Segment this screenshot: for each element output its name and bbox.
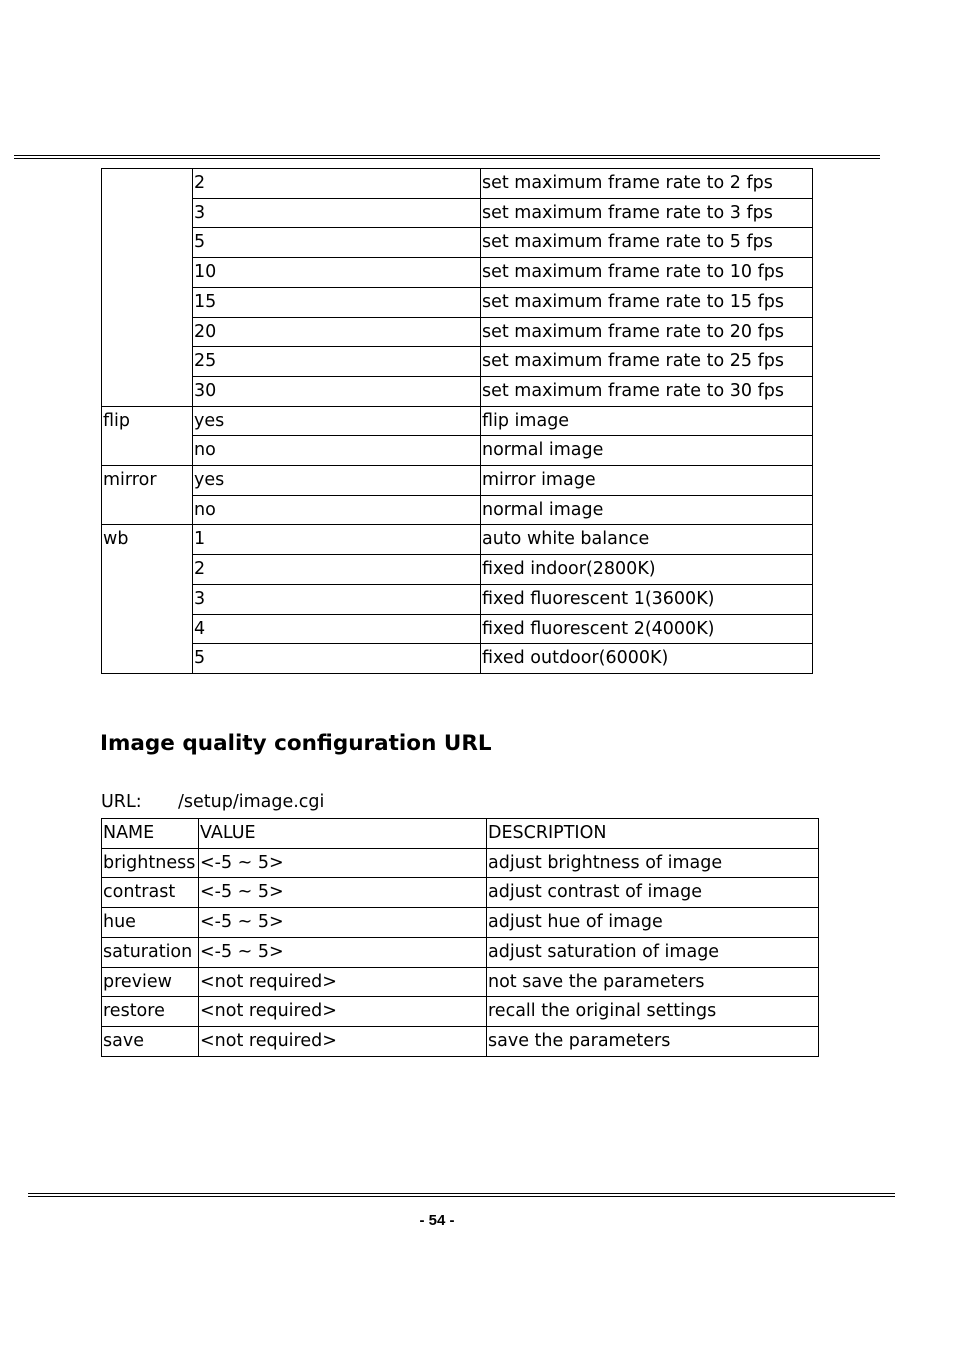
header-cell-value: VALUE bbox=[199, 819, 487, 849]
table-row bbox=[102, 466, 813, 496]
param-description-cell: set maximum frame rate to 2 fps bbox=[481, 169, 813, 199]
table-row bbox=[102, 228, 813, 258]
param-value-cell: 10 bbox=[193, 258, 481, 288]
param-value-cell: 15 bbox=[193, 287, 481, 317]
header-rule bbox=[14, 155, 880, 159]
description-cell: adjust brightness of image bbox=[487, 848, 819, 878]
name-cell: brightness bbox=[102, 848, 199, 878]
param-value-cell: 3 bbox=[193, 584, 481, 614]
param-description-cell: set maximum frame rate to 25 fps bbox=[481, 347, 813, 377]
image-quality-table bbox=[101, 818, 819, 1057]
table-row bbox=[102, 317, 813, 347]
description-cell: adjust hue of image bbox=[487, 908, 819, 938]
param-description-cell: normal image bbox=[481, 436, 813, 466]
param-description-cell: fixed outdoor(6000K) bbox=[481, 644, 813, 674]
param-description-cell: set maximum frame rate to 30 fps bbox=[481, 376, 813, 406]
name-cell: saturation bbox=[102, 937, 199, 967]
table-row bbox=[102, 908, 819, 938]
param-value-cell: 20 bbox=[193, 317, 481, 347]
table-row bbox=[102, 614, 813, 644]
param-value-cell: no bbox=[193, 436, 481, 466]
frame-rate-flip-mirror-wb-table bbox=[101, 168, 813, 674]
param-description-cell: set maximum frame rate to 15 fps bbox=[481, 287, 813, 317]
param-description-cell: fixed indoor(2800K) bbox=[481, 555, 813, 585]
table-header-row bbox=[102, 819, 819, 849]
value-cell: <not required> bbox=[199, 997, 487, 1027]
param-description-cell: set maximum frame rate to 5 fps bbox=[481, 228, 813, 258]
name-cell: preview bbox=[102, 967, 199, 997]
table-row bbox=[102, 1026, 819, 1056]
description-cell: save the parameters bbox=[487, 1026, 819, 1056]
table-row bbox=[102, 169, 813, 199]
table-row bbox=[102, 525, 813, 555]
param-name-cell: mirror bbox=[102, 466, 193, 525]
param-description-cell: fixed fluorescent 1(3600K) bbox=[481, 584, 813, 614]
value-cell: <not required> bbox=[199, 1026, 487, 1056]
table-row bbox=[102, 937, 819, 967]
value-cell: <-5 ~ 5> bbox=[199, 908, 487, 938]
param-value-cell: 4 bbox=[193, 614, 481, 644]
name-cell: restore bbox=[102, 997, 199, 1027]
param-description-cell: fixed fluorescent 2(4000K) bbox=[481, 614, 813, 644]
table-row bbox=[102, 848, 819, 878]
page-number: - 54 - bbox=[419, 1212, 455, 1229]
table-row bbox=[102, 997, 819, 1027]
table-row bbox=[102, 198, 813, 228]
param-value-cell: 30 bbox=[193, 376, 481, 406]
param-description-cell: set maximum frame rate to 10 fps bbox=[481, 258, 813, 288]
param-value-cell: no bbox=[193, 495, 481, 525]
value-cell: <-5 ~ 5> bbox=[199, 937, 487, 967]
table-row bbox=[102, 347, 813, 377]
url-line bbox=[101, 792, 325, 812]
table-row bbox=[102, 555, 813, 585]
param-value-cell: 3 bbox=[193, 198, 481, 228]
url-value: /setup/image.cgi bbox=[178, 792, 325, 812]
table-row bbox=[102, 376, 813, 406]
param-description-cell: set maximum frame rate to 20 fps bbox=[481, 317, 813, 347]
description-cell: adjust saturation of image bbox=[487, 937, 819, 967]
param-name-cell: wb bbox=[102, 525, 193, 674]
table-row bbox=[102, 406, 813, 436]
url-label: URL: bbox=[101, 792, 142, 812]
description-cell: recall the original settings bbox=[487, 997, 819, 1027]
param-value-cell: 5 bbox=[193, 644, 481, 674]
footer-rule bbox=[28, 1193, 895, 1197]
header-cell-name: NAME bbox=[102, 819, 199, 849]
value-cell: <-5 ~ 5> bbox=[199, 848, 487, 878]
param-value-cell: 25 bbox=[193, 347, 481, 377]
param-description-cell: mirror image bbox=[481, 466, 813, 496]
table-row bbox=[102, 436, 813, 466]
name-cell: contrast bbox=[102, 878, 199, 908]
name-cell: hue bbox=[102, 908, 199, 938]
table-row bbox=[102, 644, 813, 674]
table-row bbox=[102, 878, 819, 908]
param-description-cell: auto white balance bbox=[481, 525, 813, 555]
table-row bbox=[102, 258, 813, 288]
param-value-cell: 2 bbox=[193, 555, 481, 585]
param-value-cell: yes bbox=[193, 406, 481, 436]
table-row bbox=[102, 584, 813, 614]
name-cell: save bbox=[102, 1026, 199, 1056]
header-cell-description: DESCRIPTION bbox=[487, 819, 819, 849]
value-cell: <-5 ~ 5> bbox=[199, 878, 487, 908]
param-description-cell: set maximum frame rate to 3 fps bbox=[481, 198, 813, 228]
table-row bbox=[102, 967, 819, 997]
table-row bbox=[102, 495, 813, 525]
param-value-cell: 1 bbox=[193, 525, 481, 555]
param-name-cell bbox=[102, 169, 193, 407]
param-name-cell: flip bbox=[102, 406, 193, 465]
param-description-cell: normal image bbox=[481, 495, 813, 525]
description-cell: adjust contrast of image bbox=[487, 878, 819, 908]
param-value-cell: 5 bbox=[193, 228, 481, 258]
table-row bbox=[102, 287, 813, 317]
description-cell: not save the parameters bbox=[487, 967, 819, 997]
section-heading: Image quality configuration URL bbox=[100, 731, 492, 756]
param-description-cell: flip image bbox=[481, 406, 813, 436]
param-value-cell: 2 bbox=[193, 169, 481, 199]
value-cell: <not required> bbox=[199, 967, 487, 997]
param-value-cell: yes bbox=[193, 466, 481, 496]
